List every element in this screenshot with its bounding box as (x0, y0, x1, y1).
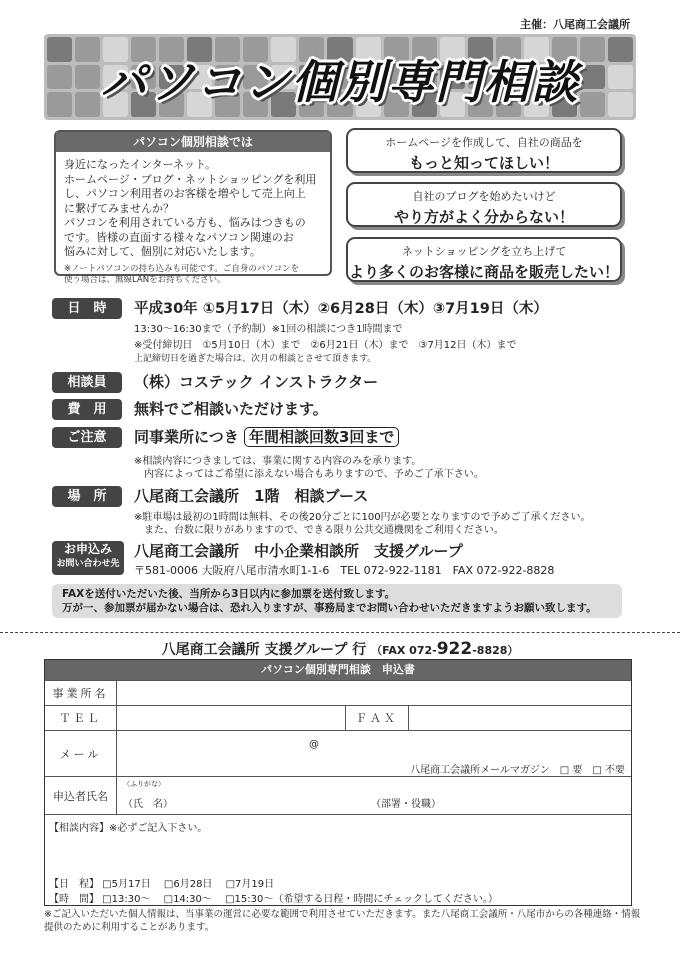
intro-line: です。皆様の直面する様々なパソコン関連のお (64, 230, 294, 244)
fax-note-box (52, 584, 622, 618)
caution-text: 同事業所につき (134, 428, 239, 446)
fax-middle: 922 (436, 639, 473, 659)
intro-line: パソコンを利用されている方も、悩みはつきもの (64, 216, 306, 229)
tel-label: ＴＥＬ (45, 706, 117, 730)
content-label: 【相談内容】※必ずご記入下さい。 (49, 823, 208, 834)
company-row[interactable] (45, 680, 631, 705)
apply-label-main: お申込み (63, 542, 112, 556)
intro-note-line: ※ノートパソコンの持ち込みも可能です。ご自身のパソコンを (64, 263, 300, 274)
intro-line: ホームページ・ブログ・ネットショッピングを利用 (64, 172, 317, 186)
mail-row[interactable] (45, 730, 631, 776)
mail-label: メール (45, 731, 117, 776)
schedule-label: 日 時 (52, 298, 122, 319)
form-title: パソコン個別専門相談 申込書 (45, 660, 631, 680)
place-label: 場 所 (52, 486, 122, 507)
intro-line: に繋げてみませんか？ (64, 201, 174, 215)
fee-label: 費 用 (52, 399, 122, 420)
intro-box (54, 130, 332, 285)
furigana-label: （ふりがな） (123, 780, 165, 788)
speech-bubble (346, 182, 622, 227)
company-label: 事業所名 (45, 681, 117, 705)
intro-heading: パソコン個別相談では (56, 132, 330, 152)
caution-value (134, 426, 399, 447)
apply-label-sub: お問い合わせ先 (56, 559, 120, 569)
place-value: 八尾商工会議所 1階 相談ブース (134, 487, 369, 505)
speech-bubble (346, 237, 622, 282)
fee-value: 無料でご相談いただけます。 (134, 400, 328, 418)
bubble-line2: もっと知ってほしい！ (408, 154, 559, 172)
place-note: また、台数に限りがありますので、できる限り公共交通機関をご利用ください。 (144, 525, 504, 536)
apply-label (52, 541, 124, 575)
time-options[interactable]: 【時 間】 □13:30〜 □14:30〜 □15:30〜（希望する日程・時間にチェックしてください。） (49, 894, 499, 905)
name-label: （氏 名） (123, 799, 173, 810)
fax-note-line: 万が一、参加票が届かない場合は、恐れ入りますが、事務局までお問い合わせいただきますようお願い致します。 (62, 602, 597, 614)
schedule-dates: 平成30年 ①5月17日（木）②6月28日（木）③7月19日（木） (134, 301, 548, 317)
intro-note-line: 使う場合は、無線LANをお持ちください。 (64, 274, 226, 285)
cut-line (0, 632, 680, 633)
bubble-line2: より多くのお客様に商品を販売したい！ (348, 263, 619, 281)
applicant-row[interactable] (45, 776, 631, 814)
consultant-label: 相談員 (52, 372, 122, 393)
at-sign: @ (309, 739, 319, 750)
schedule-time: 13:30〜16:30まで（予約制）※1回の相談につき1時間まで (134, 324, 403, 335)
schedule-deadline: ※受付締切日 ①5月10日（木）まで ②6月21日（木）まで ③7月12日（木）まで (134, 340, 517, 351)
fax-note-line: FAXを送付いただいた後、当所から3日以内に参加票を送付致します。 (62, 588, 396, 600)
intro-line: 身近になったインターネット。 (64, 158, 217, 171)
fax-prefix: （FAX 072- (371, 644, 437, 657)
fax-number (371, 639, 519, 659)
intro-line: し、パソコン利用者のお客様を増やして売上向上 (64, 187, 306, 200)
date-options[interactable]: 【日 程】 □5月17日 □6月28日 □7月19日 (49, 879, 275, 890)
schedule-deadline-note: 上記締切日を過ぎた場合は、次月の相談とさせて頂きます。 (134, 354, 377, 364)
caution-label: ご注意 (52, 427, 122, 448)
privacy-note: ※ご記入いただいた個人情報は、当事業の運営に必要な範囲で利用させていただきます。また八尾商工会議所・八尾市からの各種連絡・情報提供のために利用することがあります。 (44, 909, 641, 933)
speech-bubble (346, 128, 622, 173)
intro-body (56, 152, 330, 260)
apply-address: 〒581-0006 大阪府八尾市清水町1-1-6 TEL 072-922-1181 FAX 072-922-8828 (134, 564, 555, 577)
content-row[interactable] (45, 814, 631, 905)
bubble-line1: ネットショッピングを立ち上げて (401, 245, 567, 258)
fax-label: ＦＡＸ (345, 706, 409, 730)
bubble-line2: やり方がよく分からない！ (393, 208, 574, 226)
intro-note (56, 260, 330, 290)
magazine-option[interactable]: 八尾商工会議所メールマガジン □ 要 □ 不要 (410, 765, 625, 776)
tel-fax-row[interactable] (45, 705, 631, 730)
bubble-line1: 自社のブログを始めたいけど (412, 190, 556, 203)
title-banner (44, 34, 636, 120)
caution-note: 内容によってはご希望に添えない場合もありますので、予めご了承下さい。 (144, 469, 484, 480)
applicant-label: 申込者氏名 (45, 777, 117, 814)
caution-limit-box: 年間相談回数3回まで (244, 427, 399, 447)
application-form (44, 659, 632, 906)
place-note: ※駐車場は最初の1時間は無料、その後20分ごとに100円が必要となりますので予めご了承ください。 (134, 512, 591, 523)
page-title: パソコン個別専門相談 (100, 55, 580, 109)
apply-value: 八尾商工会議所 中小企業相談所 支援グループ (134, 542, 463, 560)
dept-label: （部署・役職） (371, 799, 441, 810)
bubble-line1: ホームページを作成して、自社の商品を (385, 136, 583, 149)
destination-name: 八尾商工会議所 支援グループ 行 (161, 642, 367, 658)
organizer: 主催：八尾商工会議所 (520, 18, 630, 31)
fax-suffix: -8828） (472, 644, 519, 657)
consultant-value: （株）コステック インストラクター (134, 373, 379, 391)
caution-note: ※相談内容につきましては、事業に関する内容のみを承ります。 (134, 456, 422, 467)
intro-line: 悩みに対して、個別に対応いたします。 (64, 245, 261, 258)
fax-destination (0, 639, 680, 659)
